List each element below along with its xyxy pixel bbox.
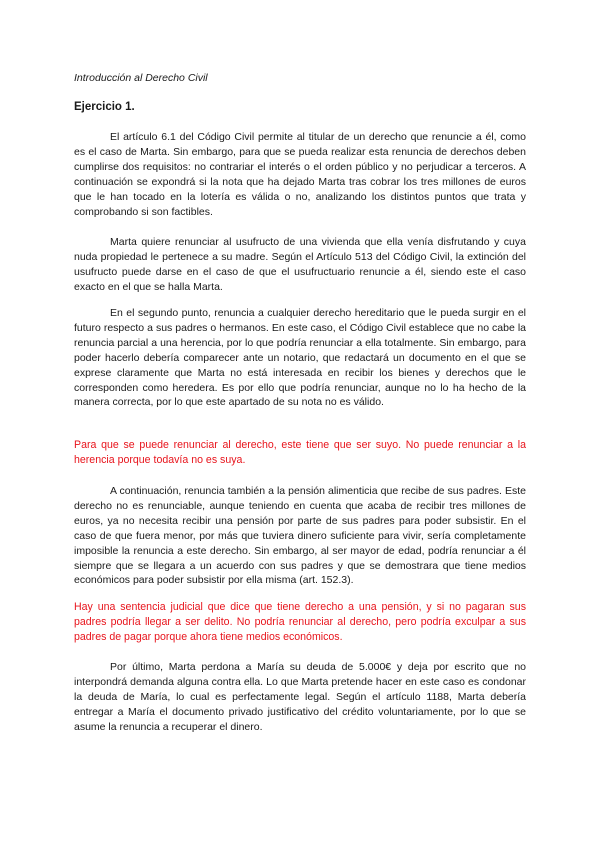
paragraph-pension: A continuación, renuncia también a la pensión alimenticia que recibe de sus padres. Este derecho no es renunciable, aunque teniendo en cuenta que acaba de recibir tres millones de euros, ya no necesita recibir una pensión por parte de sus padres para poder subsistir. En el caso de que fuera menor, por más que tuviera dinero suficiente para vivir, sería completamente imposible la renuncia a este derecho. Sin embargo, al ser mayor de edad, podría renunciar a él siempre que se llegara a un acuerdo con sus padres y que se demostrara que tiene medios económicos para poder subsistir por ella misma (art. 152.3). [74, 485, 526, 587]
paragraph-deuda: Por último, Marta perdona a María su deuda de 5.000€ y deja por escrito que no interpondrá demanda alguna contra ella. Lo que Marta pretende hacer en este caso es condonar la deuda de María, lo cual es perfectamente legal. Según el artículo 1188, Marta debería entregar a María el documento privado justificativo del crédito voluntariamente, por lo que se asume la renuncia a recuperar el dinero. [74, 661, 526, 733]
paragraph-intro: El artículo 6.1 del Código Civil permite al titular de un derecho que renuncie a él, como es el caso de Marta. Sin embargo, para que se pueda realizar esta renuncia de derechos deben cumplirse dos requisitos: no contrariar el interés o el orden público y no perjudicar a terceros. A continuación se expondrá si la nota que ha dejado Marta tras cobrar los tres millones de euros que le han tocado en la lotería es válida o no, analizando los distintos puntos que trata y comprobando si son factibles. [74, 131, 526, 218]
paragraph-herencia: En el segundo punto, renuncia a cualquier derecho hereditario que le pueda surgir en el futuro respecto a sus padres o hermanos. En este caso, el Código Civil establece que no cabe la renuncia parcial a una herencia, por lo que podría renunciar a ella totalmente. Sin embargo, para poder hacerlo debería comparecer ante un notario, que redactará un documento en el que se exprese claramente que Marta no está interesada en recibir los bienes y derechos que le corresponden como heredera. Es por ello que podría renunciar, aunque no lo ha hecho de la manera correcta, por lo que este apartado de su nota no es válido. [74, 307, 526, 409]
correction-note-herencia: Para que se puede renunciar al derecho, este tiene que ser suyo. No puede renunciar a la herencia porque todavía no es suya. [74, 439, 526, 467]
document-header: Introducción al Derecho Civil [74, 72, 208, 84]
correction-note-pension: Hay una sentencia judicial que dice que tiene derecho a una pensión, y si no pagaran sus padres podría llegar a ser delito. No podría renunciar al derecho, pero podría exculpar a sus padres de pagar porque ahora tiene medios económicos. [74, 601, 526, 644]
exercise-heading: Ejercicio 1. [74, 101, 135, 113]
paragraph-usufructo: Marta quiere renunciar al usufructo de una vivienda que ella venía disfrutando y cuya nuda propiedad le pertenece a su madre. Según el Artículo 513 del Código Civil, la extinción del usufructo puede darse en el caso de que el usufructuario renuncie a él, siendo este el caso exacto en el que se halla Marta. [74, 236, 526, 293]
